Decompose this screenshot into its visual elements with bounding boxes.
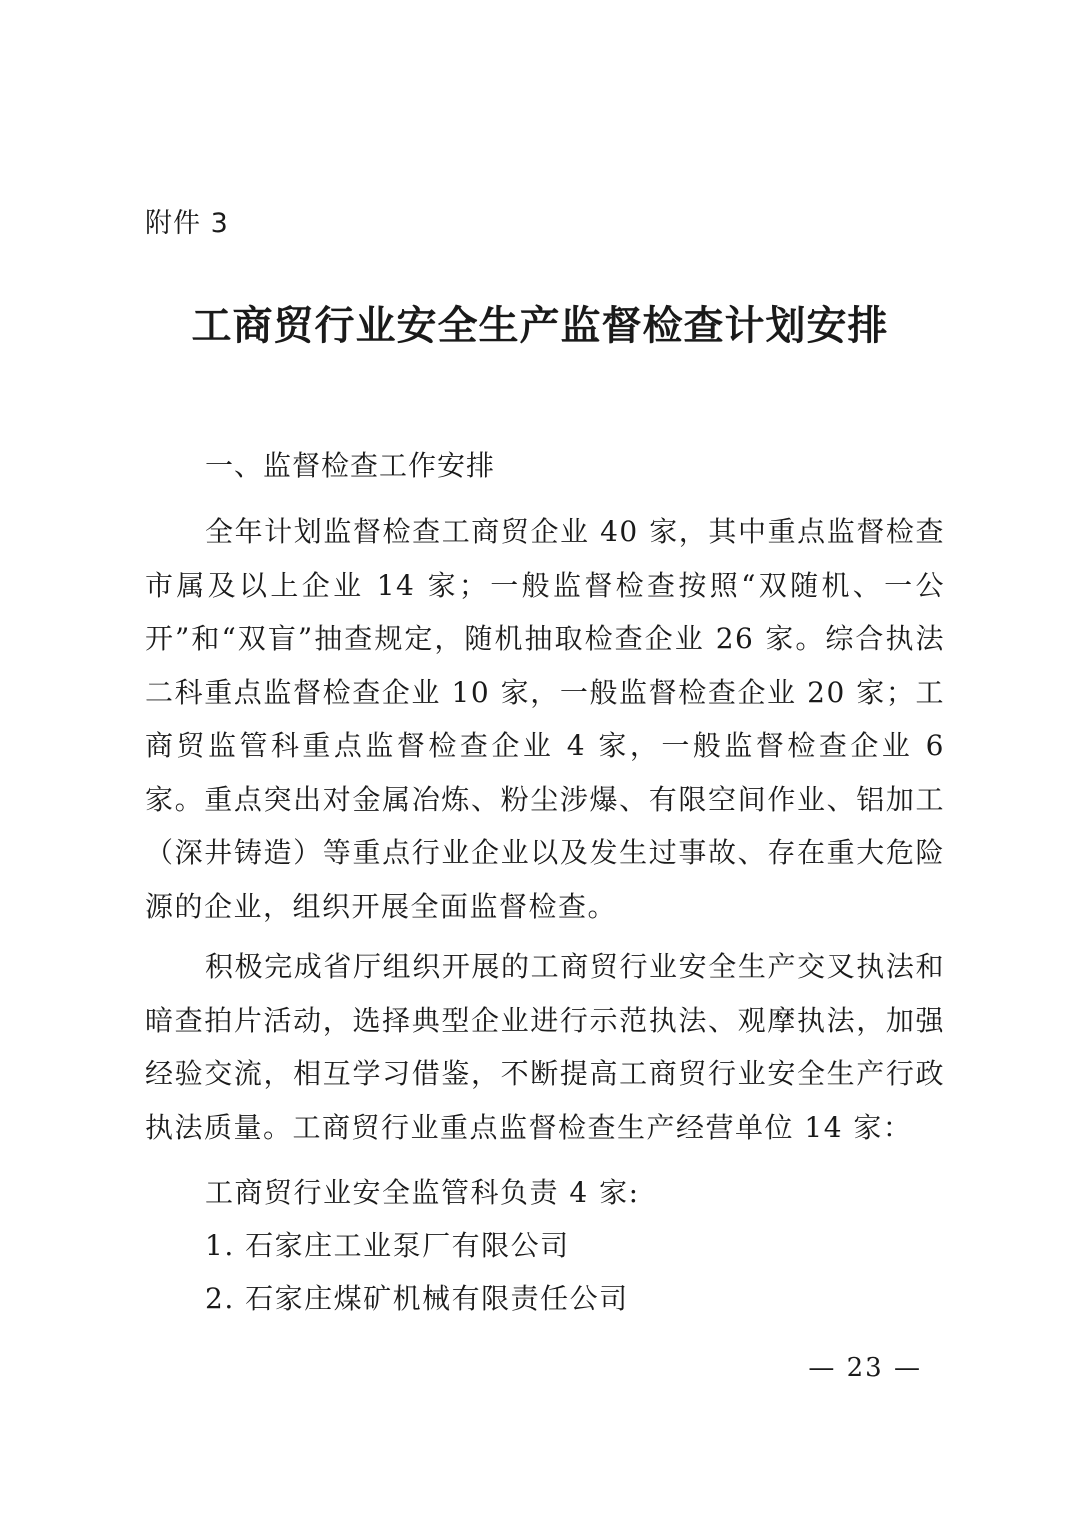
body-paragraph-2: 积极完成省厅组织开展的工商贸行业安全生产交叉执法和暗查拍片活动，选择典型企业进行示范执法、观摩执法，加强经验交流，相互学习借鉴，不断提高工商贸行业安全生产行政执法质量。工商贸行业重点监督检查生产经营单位 14 家： (145, 950, 945, 1144)
list-item-1: 1. 石家庄工业泵厂有限公司 (205, 1229, 570, 1262)
attachment-label: 附件 3 (145, 208, 229, 239)
page-number: — 23 — (808, 1353, 922, 1383)
list-intro: 工商贸行业安全监管科负责 4 家: (205, 1176, 640, 1209)
section-heading: 一、监督检查工作安排 (205, 449, 496, 482)
body-paragraph-1: 全年计划监督检查工商贸企业 40 家，其中重点监督检查市属及以上企业 14 家；一般监督检查按照“双随机、一公开”和“双盲”抽查规定，随机抽取检查企业 26 家。综合执法二科重点监督检查企业 10 家，一般监督检查企业 20 家；工商贸监管科重点监督检查企业 4 家，一般监督检查企业 6 家。重点突出对金属冶炼、粉尘涉爆、有限空间作业、铝加工（深井铸造）等重点行业企业以及发生过事故、存在重大危险源的企业，组织开展全面监督检查。 (145, 515, 945, 923)
document-title: 工商贸行业安全生产监督检查计划安排 (191, 302, 889, 349)
list-item-2: 2. 石家庄煤矿机械有限责任公司 (205, 1282, 629, 1315)
